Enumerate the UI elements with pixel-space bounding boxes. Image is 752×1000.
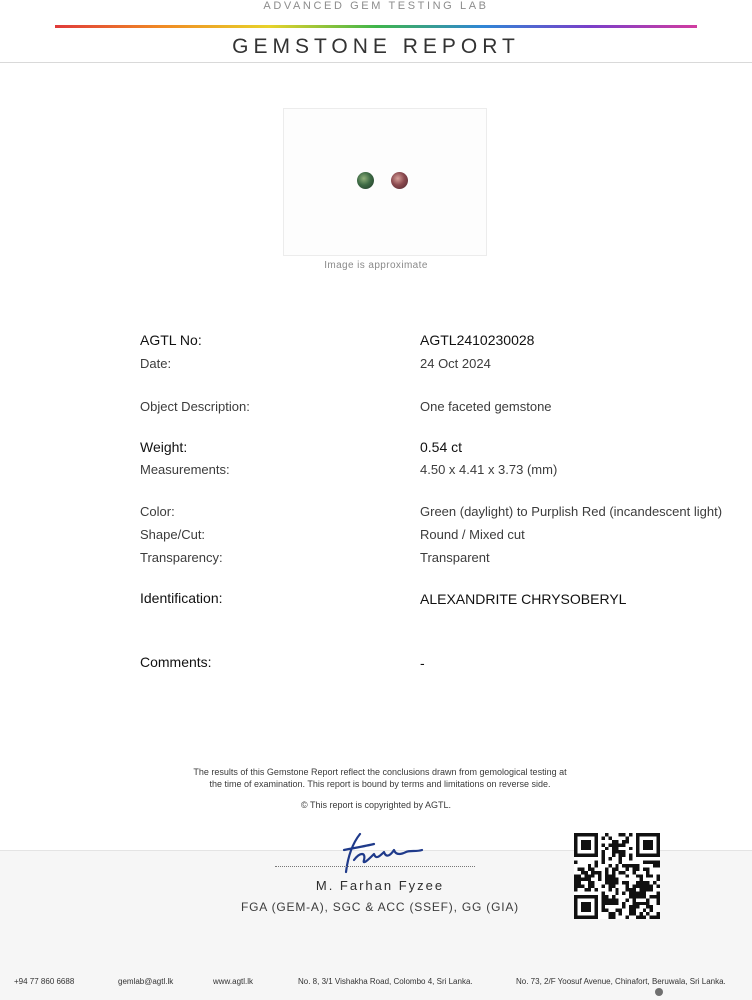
disclaimer-line-2: the time of examination. This report is bound by terms and limitations on reverse side. <box>209 779 551 789</box>
agtl-no-label: AGTL No: <box>140 332 202 348</box>
signatory-credentials: FGA (GEM-A), SGC & ACC (SSEF), GG (GIA) <box>241 900 519 914</box>
gemstone-daylight-image <box>357 172 374 189</box>
measurements-label: Measurements: <box>140 462 230 477</box>
title-divider <box>0 62 752 63</box>
date-value: 24 Oct 2024 <box>420 356 491 371</box>
signature-image <box>330 826 430 878</box>
rainbow-divider <box>55 25 697 28</box>
gemstone-incandescent-image <box>391 172 408 189</box>
copyright-notice: © This report is copyrighted by AGTL. <box>300 800 452 810</box>
agtl-no-value: AGTL2410230028 <box>420 332 535 348</box>
footer-email[interactable]: gemlab@agtl.lk <box>118 977 174 986</box>
lab-name: ADVANCED GEM TESTING LAB <box>263 0 489 12</box>
transparency-label: Transparency: <box>140 550 223 565</box>
shape-cut-label: Shape/Cut: <box>140 527 206 542</box>
identification-value: ALEXANDRITE CHRYSOBERYL <box>420 591 627 607</box>
footer-address-colombo: No. 8, 3/1 Vishakha Road, Colombo 4, Sri Lanka. <box>298 977 473 986</box>
footer-dot-icon <box>655 988 663 996</box>
qr-code[interactable] <box>574 833 660 919</box>
weight-label: Weight: <box>140 439 188 455</box>
footer-phone[interactable]: +94 77 860 6688 <box>14 977 75 986</box>
color-label: Color: <box>140 504 175 519</box>
comments-value: - <box>420 655 425 671</box>
measurements-value: 4.50 x 4.41 x 3.73 (mm) <box>420 462 558 477</box>
color-value: Green (daylight) to Purplish Red (incandescent light) <box>420 504 723 519</box>
identification-label: Identification: <box>140 590 223 606</box>
footer-website[interactable]: www.agtl.lk <box>213 977 254 986</box>
signature-line <box>275 866 475 867</box>
report-disclaimer <box>140 766 620 790</box>
comments-label: Comments: <box>140 654 212 670</box>
weight-value: 0.54 ct <box>420 439 463 455</box>
disclaimer-line-1: The results of this Gemstone Report reflect the conclusions drawn from gemological testing at <box>193 767 567 777</box>
report-title: GEMSTONE REPORT <box>232 35 520 58</box>
signatory-name: M. Farhan Fyzee <box>315 878 445 893</box>
transparency-value: Transparent <box>420 550 490 565</box>
image-caption: Image is approximate <box>324 260 428 271</box>
shape-cut-value: Round / Mixed cut <box>420 527 525 542</box>
date-label: Date: <box>140 356 172 371</box>
object-description-label: Object Description: <box>140 399 250 414</box>
gemstone-photo-frame <box>283 108 487 256</box>
footer-address-beruwala: No. 73, 2/F Yoosuf Avenue, Chinafort, Beruwala, Sri Lanka. <box>516 977 726 986</box>
object-description-value: One faceted gemstone <box>420 399 552 414</box>
